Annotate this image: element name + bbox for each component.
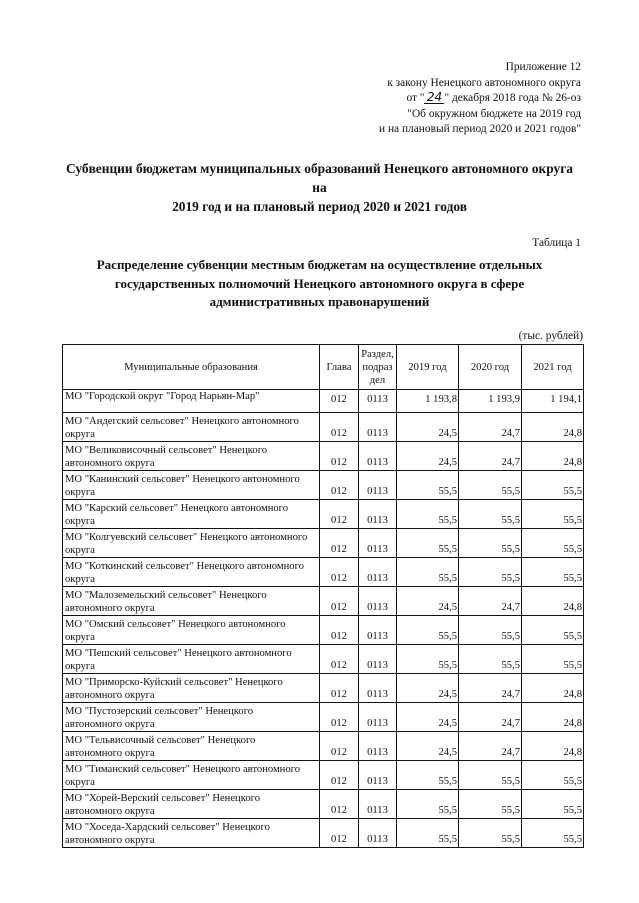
chapter-code: 012 bbox=[320, 674, 359, 703]
section-code: 0113 bbox=[359, 703, 397, 732]
amount-2019: 55,5 bbox=[397, 471, 459, 500]
municipality-name-line-2: округа bbox=[65, 573, 95, 585]
chapter-code: 012 bbox=[320, 645, 359, 674]
table-number: Таблица 1 bbox=[532, 237, 581, 249]
col-header-municipality: Муниципальные образования bbox=[63, 345, 320, 390]
amount-2020: 55,5 bbox=[459, 500, 522, 529]
municipality-name-line-2: автономного округа bbox=[65, 602, 155, 614]
amount-2020: 1 193,9 bbox=[459, 390, 522, 413]
table-row bbox=[63, 413, 584, 442]
table-row bbox=[63, 390, 584, 413]
amount-2020: 24,7 bbox=[459, 674, 522, 703]
section-code: 0113 bbox=[359, 529, 397, 558]
amount-2019: 55,5 bbox=[397, 558, 459, 587]
table-row bbox=[63, 529, 584, 558]
municipality-name-line-1: МО "Тиманский сельсовет" Ненецкого автономного bbox=[65, 763, 301, 775]
municipality-name-line-2: автономного округа bbox=[65, 457, 155, 469]
amount-2021: 55,5 bbox=[522, 819, 584, 848]
amount-2019: 55,5 bbox=[397, 529, 459, 558]
chapter-code: 012 bbox=[320, 587, 359, 616]
municipality-name bbox=[63, 558, 320, 587]
table-row bbox=[63, 587, 584, 616]
municipality-name-line-2: автономного округа bbox=[65, 718, 155, 730]
section-code: 0113 bbox=[359, 587, 397, 616]
municipality-name-line-1: МО "Колгуевский сельсовет" Ненецкого автономного bbox=[65, 531, 308, 543]
annex-date-prefix: от " bbox=[406, 92, 425, 105]
annex-law-title: "Об окружном бюджете на 2019 год bbox=[407, 107, 581, 120]
table-row bbox=[63, 674, 584, 703]
units-label: (тыс. рублей) bbox=[518, 330, 583, 342]
municipality-name bbox=[63, 529, 320, 558]
municipality-name bbox=[63, 732, 320, 761]
annex-number: Приложение 12 bbox=[505, 61, 581, 73]
amount-2020: 55,5 bbox=[459, 616, 522, 645]
section-code: 0113 bbox=[359, 390, 397, 413]
amount-2019: 55,5 bbox=[397, 616, 459, 645]
col-header-section-line-1: Раздел, bbox=[361, 348, 394, 360]
col-header-2021: 2021 год bbox=[522, 345, 584, 390]
amount-2019: 55,5 bbox=[397, 500, 459, 529]
section-code: 0113 bbox=[359, 674, 397, 703]
municipality-name bbox=[63, 471, 320, 500]
municipality-name-line-1: МО "Хоседа-Хардский сельсовет" Ненецкого bbox=[65, 821, 270, 833]
municipality-name-line-1: МО "Великовисочный сельсовет" Ненецкого bbox=[65, 444, 268, 456]
table-row bbox=[63, 471, 584, 500]
municipality-name-line-2: автономного округа bbox=[65, 747, 155, 759]
col-header-2020: 2020 год bbox=[459, 345, 522, 390]
municipality-name-line-1: МО "Коткинский сельсовет" Ненецкого автономного bbox=[65, 560, 304, 572]
chapter-code: 012 bbox=[320, 442, 359, 471]
amount-2020: 55,5 bbox=[459, 819, 522, 848]
chapter-code: 012 bbox=[320, 558, 359, 587]
municipality-name-line-2: округа bbox=[65, 631, 95, 643]
annex-date bbox=[379, 91, 581, 107]
document-title-line-1: Субвенции бюджетам муниципальных образований Ненецкого автономного округа на bbox=[66, 161, 573, 195]
chapter-code: 012 bbox=[320, 761, 359, 790]
table-row bbox=[63, 761, 584, 790]
municipality-name-line-1: МО "Тельвисочный сельсовет" Ненецкого bbox=[65, 734, 256, 746]
amount-2020: 24,7 bbox=[459, 587, 522, 616]
handwritten-day: 24 bbox=[424, 91, 444, 104]
municipality-name-line-2: автономного округа bbox=[65, 689, 155, 701]
annex-law: к закону Ненецкого автономного округа bbox=[387, 76, 581, 89]
chapter-code: 012 bbox=[320, 819, 359, 848]
amount-2020: 24,7 bbox=[459, 442, 522, 471]
amount-2020: 55,5 bbox=[459, 558, 522, 587]
amount-2019: 24,5 bbox=[397, 674, 459, 703]
section-code: 0113 bbox=[359, 500, 397, 529]
table-row bbox=[63, 703, 584, 732]
municipality-name-line-2: округа bbox=[65, 486, 95, 498]
municipality-name bbox=[63, 587, 320, 616]
amount-2021: 24,8 bbox=[522, 413, 584, 442]
amount-2021: 55,5 bbox=[522, 558, 584, 587]
amount-2019: 1 193,8 bbox=[397, 390, 459, 413]
chapter-code: 012 bbox=[320, 529, 359, 558]
amount-2019: 24,5 bbox=[397, 732, 459, 761]
municipality-name-line-1: МО "Карский сельсовет" Ненецкого автономного bbox=[65, 502, 289, 514]
table-body bbox=[63, 390, 584, 848]
municipality-name bbox=[63, 761, 320, 790]
municipality-name bbox=[63, 413, 320, 442]
section-code: 0113 bbox=[359, 616, 397, 645]
municipality-name-line-2: округа bbox=[65, 660, 95, 672]
amount-2021: 24,8 bbox=[522, 442, 584, 471]
municipality-name-line-2: автономного округа bbox=[65, 805, 155, 817]
table-row bbox=[63, 442, 584, 471]
table-row bbox=[63, 732, 584, 761]
municipality-name-line-1: МО "Пустозерский сельсовет" Ненецкого bbox=[65, 705, 254, 717]
col-header-section-line-2: подраз bbox=[362, 361, 393, 373]
annex-law-period: и на плановый период 2020 и 2021 годов" bbox=[379, 123, 581, 136]
municipality-name-line-1: МО "Приморско-Куйский сельсовет" Ненецкого bbox=[65, 676, 283, 688]
amount-2020: 24,7 bbox=[459, 732, 522, 761]
table-row bbox=[63, 558, 584, 587]
table-row bbox=[63, 819, 584, 848]
col-header-section-line-3: дел bbox=[369, 374, 386, 386]
chapter-code: 012 bbox=[320, 790, 359, 819]
amount-2021: 24,8 bbox=[522, 732, 584, 761]
chapter-code: 012 bbox=[320, 413, 359, 442]
amount-2019: 55,5 bbox=[397, 819, 459, 848]
amount-2019: 24,5 bbox=[397, 413, 459, 442]
amount-2021: 55,5 bbox=[522, 645, 584, 674]
chapter-code: 012 bbox=[320, 616, 359, 645]
amount-2020: 55,5 bbox=[459, 761, 522, 790]
municipality-name bbox=[63, 616, 320, 645]
amount-2019: 24,5 bbox=[397, 442, 459, 471]
amount-2020: 55,5 bbox=[459, 471, 522, 500]
chapter-code: 012 bbox=[320, 390, 359, 413]
section-code: 0113 bbox=[359, 790, 397, 819]
section-code: 0113 bbox=[359, 471, 397, 500]
amount-2020: 55,5 bbox=[459, 529, 522, 558]
section-code: 0113 bbox=[359, 645, 397, 674]
amount-2021: 24,8 bbox=[522, 674, 584, 703]
municipality-name bbox=[63, 703, 320, 732]
municipality-name-line-2: округа bbox=[65, 428, 95, 440]
amount-2020: 55,5 bbox=[459, 790, 522, 819]
amount-2021: 55,5 bbox=[522, 500, 584, 529]
table-title-line-3: административных правонарушений bbox=[209, 294, 430, 309]
section-code: 0113 bbox=[359, 413, 397, 442]
chapter-code: 012 bbox=[320, 471, 359, 500]
municipality-name bbox=[63, 390, 320, 413]
amount-2021: 55,5 bbox=[522, 529, 584, 558]
table-title bbox=[78, 256, 561, 312]
amount-2020: 24,7 bbox=[459, 703, 522, 732]
table-row bbox=[63, 500, 584, 529]
section-code: 0113 bbox=[359, 732, 397, 761]
chapter-code: 012 bbox=[320, 732, 359, 761]
chapter-code: 012 bbox=[320, 500, 359, 529]
municipality-name bbox=[63, 442, 320, 471]
document-title-line-2: 2019 год и на плановый период 2020 и 2021 годов bbox=[172, 199, 467, 214]
amount-2021: 55,5 bbox=[522, 471, 584, 500]
table-row bbox=[63, 645, 584, 674]
section-code: 0113 bbox=[359, 442, 397, 471]
amount-2021: 55,5 bbox=[522, 616, 584, 645]
municipality-name bbox=[63, 500, 320, 529]
section-code: 0113 bbox=[359, 819, 397, 848]
municipality-name bbox=[63, 645, 320, 674]
amount-2021: 24,8 bbox=[522, 587, 584, 616]
amount-2020: 24,7 bbox=[459, 413, 522, 442]
table-row bbox=[63, 616, 584, 645]
municipality-name bbox=[63, 819, 320, 848]
amount-2020: 55,5 bbox=[459, 645, 522, 674]
municipality-name-line-1: МО "Канинский сельсовет" Ненецкого автономного bbox=[65, 473, 300, 485]
municipality-name-line-1: МО "Пешский сельсовет" Ненецкого автономного bbox=[65, 647, 292, 659]
municipality-name-line-1: МО "Малоземельский сельсовет" Ненецкого bbox=[65, 589, 267, 601]
col-header-chapter: Глава bbox=[320, 345, 359, 390]
municipality-name-line-2: автономного округа bbox=[65, 834, 155, 846]
municipality-name-line-1: МО "Хорей-Верский сельсовет" Ненецкого bbox=[65, 792, 260, 804]
table-title-line-2: государственных полномочий Ненецкого автономного округа в сфере bbox=[114, 275, 525, 291]
document-title bbox=[60, 159, 579, 216]
municipality-name bbox=[63, 790, 320, 819]
amount-2019: 55,5 bbox=[397, 761, 459, 790]
annex-reference bbox=[379, 60, 581, 138]
chapter-code: 012 bbox=[320, 703, 359, 732]
municipality-name-line-1: МО "Андегский сельсовет" Ненецкого автономного bbox=[65, 415, 299, 427]
municipality-name-line-1: МО "Омский сельсовет" Ненецкого автономного bbox=[65, 618, 286, 630]
amount-2019: 24,5 bbox=[397, 703, 459, 732]
section-code: 0113 bbox=[359, 761, 397, 790]
subsidy-table bbox=[62, 344, 584, 848]
amount-2021: 55,5 bbox=[522, 790, 584, 819]
section-code: 0113 bbox=[359, 558, 397, 587]
table-title-line-1: Распределение субвенции местным бюджетам на осуществление отдельных bbox=[96, 257, 543, 272]
amount-2019: 55,5 bbox=[397, 645, 459, 674]
amount-2021: 1 194,1 bbox=[522, 390, 584, 413]
col-header-section bbox=[359, 345, 397, 390]
amount-2019: 55,5 bbox=[397, 790, 459, 819]
municipality-name bbox=[63, 674, 320, 703]
table-header-row bbox=[63, 345, 584, 390]
table-row bbox=[63, 790, 584, 819]
amount-2021: 24,8 bbox=[522, 703, 584, 732]
municipality-name-line-2: округа bbox=[65, 515, 95, 527]
municipality-name-line-2: округа bbox=[65, 776, 95, 788]
amount-2019: 24,5 bbox=[397, 587, 459, 616]
col-header-2019: 2019 год bbox=[397, 345, 459, 390]
annex-date-suffix: " декабря 2018 года № 26-оз bbox=[444, 92, 581, 105]
amount-2021: 55,5 bbox=[522, 761, 584, 790]
municipality-name-line-2: округа bbox=[65, 544, 95, 556]
municipality-name-line-1: МО "Городской округ "Город Нарьян-Мар" bbox=[65, 391, 260, 402]
